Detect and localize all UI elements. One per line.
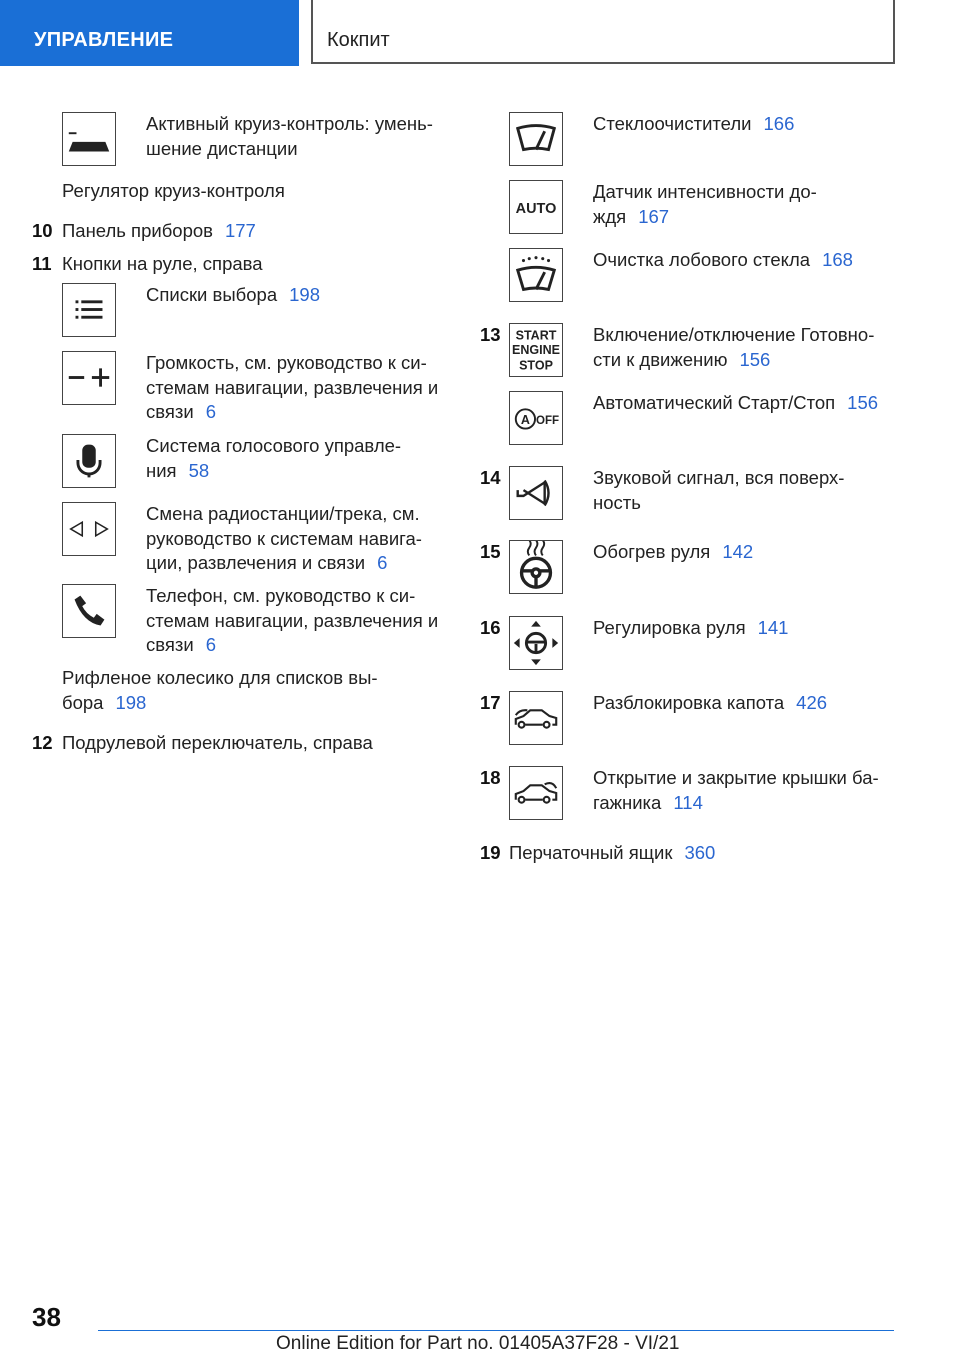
- start-label: START: [515, 328, 557, 343]
- item-label: бора: [62, 691, 104, 713]
- chapter-title-box: [311, 0, 895, 64]
- text-line: Громкость, см. руководство к си-: [146, 352, 427, 373]
- text-line: Телефон, см. руководство к си-: [146, 585, 416, 606]
- text-line: [593, 205, 817, 230]
- item-17-text: [593, 691, 827, 716]
- off-label: OFF: [536, 414, 560, 427]
- horn-icon: [509, 466, 563, 520]
- page-ref-link[interactable]: 141: [757, 617, 789, 638]
- page-ref-link[interactable]: 6: [205, 401, 217, 422]
- text-line: [593, 791, 879, 816]
- item-19-text: [509, 841, 715, 866]
- item-number-10: 10: [32, 220, 53, 241]
- item-number-14: 14: [480, 467, 501, 488]
- item-label: гажника: [593, 791, 662, 813]
- item-16-text: [593, 616, 788, 641]
- text-line: Рифленое колесико для списков вы-: [62, 667, 378, 688]
- section-label: УПРАВЛЕНИЕ: [34, 29, 174, 51]
- volume-minus-plus-icon: [62, 351, 116, 405]
- page-ref-link[interactable]: 168: [822, 249, 853, 270]
- item-label: связи: [146, 401, 194, 422]
- text-line: [146, 400, 438, 425]
- item-number-18: 18: [480, 767, 501, 788]
- text-line: Смена радиостанции/трека, см.: [146, 503, 420, 524]
- section-tab[interactable]: [0, 0, 299, 66]
- item-label: сти к движению: [593, 348, 728, 370]
- item-number-15: 15: [480, 541, 501, 562]
- auto-start-stop-text: [593, 391, 878, 416]
- text-line: Звуковой сигнал, вся поверх-: [593, 467, 845, 488]
- item-number-16: 16: [480, 617, 501, 638]
- item-12-text: Подрулевой переключатель, справа: [62, 732, 373, 753]
- item-number-13: 13: [480, 324, 501, 345]
- trunk-lid-icon: [509, 766, 563, 820]
- text-line: Включение/отключение Готовно-: [593, 324, 875, 345]
- page-ref-link[interactable]: 198: [289, 284, 320, 305]
- page-ref-link[interactable]: 156: [739, 348, 771, 370]
- rain-sensor-text: [593, 180, 817, 229]
- page-ref-link[interactable]: 167: [638, 205, 670, 227]
- start-engine-stop-icon: [509, 323, 563, 377]
- windshield-cleaning-text: [593, 248, 853, 273]
- hood-release-icon: [509, 691, 563, 745]
- selection-lists-text: [146, 283, 320, 308]
- page-ref-link[interactable]: 177: [224, 220, 256, 241]
- item-13-text: [593, 323, 874, 372]
- item-label: Очистка лобового стекла: [593, 249, 811, 270]
- text-line: стемам навигации, развлечения и: [146, 376, 439, 398]
- svg-text:A: A: [520, 412, 530, 427]
- text-line: стемам навигации, развлечения и: [146, 609, 439, 631]
- page-ref-link[interactable]: 6: [377, 552, 388, 573]
- chapter-title: Кокпит: [327, 29, 390, 51]
- voice-text: [146, 434, 401, 483]
- text-line: руководство к системам навига-: [146, 527, 422, 549]
- item-18-text: [593, 766, 879, 815]
- acc-distance-decrease-text: [146, 112, 433, 161]
- item-label: ждя: [593, 205, 627, 227]
- wiper-icon: [509, 112, 563, 166]
- page-ref-link[interactable]: 166: [763, 113, 795, 134]
- acc-distance-decrease-icon: [62, 112, 116, 166]
- auto-start-stop-off-icon: [509, 391, 563, 445]
- prev-next-icon: [62, 502, 116, 556]
- washer-icon: [509, 248, 563, 302]
- item-label: Перчаточный ящик: [509, 842, 673, 863]
- text-line: [146, 633, 438, 658]
- stop-label: STOP: [519, 358, 553, 373]
- page-ref-link[interactable]: 426: [796, 692, 828, 713]
- item-10-text: [62, 219, 256, 244]
- item-11-text: Кнопки на руле, справа: [62, 253, 263, 274]
- item-14-text: [593, 466, 844, 515]
- text-line: Открытие и закрытие крышки ба-: [593, 767, 879, 788]
- text-line: Датчик интенсивности до-: [593, 181, 817, 202]
- item-label: Списки выбора: [146, 284, 278, 305]
- item-number-17: 17: [480, 692, 501, 713]
- page-ref-link[interactable]: 6: [205, 634, 217, 655]
- item-label: связи: [146, 634, 194, 655]
- volume-text: [146, 351, 438, 425]
- text-line: Активный круиз-контроль: умень-: [146, 113, 433, 134]
- page-ref-link[interactable]: 360: [684, 842, 716, 863]
- engine-label: ENGINE: [512, 342, 560, 357]
- page-number: 38: [32, 1302, 61, 1332]
- page-ref-link[interactable]: 198: [115, 691, 147, 713]
- phone-icon: [62, 584, 116, 638]
- item-label: Разблокировка капота: [593, 692, 785, 713]
- phone-text: [146, 584, 438, 658]
- text-line: Система голосового управле-: [146, 435, 402, 456]
- text-line: шение дистанции: [146, 137, 298, 159]
- text-line: [146, 551, 422, 576]
- item-label: ции, развлечения и связи: [146, 552, 366, 573]
- item-label: Регулировка руля: [593, 617, 746, 638]
- auto-rain-sensor-icon: [509, 180, 563, 234]
- footer-edition: Online Edition for Part no. 01405A37F28 - VI/21: [276, 1333, 680, 1354]
- microphone-icon: [62, 434, 116, 488]
- text-line: [62, 691, 378, 716]
- item-label: Автоматический Старт/Стоп: [593, 392, 836, 413]
- knurled-wheel-text: [62, 666, 378, 715]
- page-ref-link[interactable]: 142: [722, 541, 754, 562]
- item-label: ния: [146, 459, 177, 481]
- item-label: Обогрев руля: [593, 541, 711, 562]
- steering-wheel-heating-icon: [509, 540, 563, 594]
- station-change-text: [146, 502, 422, 576]
- item-number-19: 19: [480, 842, 501, 863]
- item-number-11: 11: [32, 253, 52, 274]
- item-label: Панель приборов: [62, 220, 213, 241]
- auto-label: AUTO: [515, 200, 557, 217]
- wipers-text: [593, 112, 794, 137]
- item-15-text: [593, 540, 753, 565]
- item-label: Стеклоочистители: [593, 113, 752, 134]
- page-ref-link[interactable]: 114: [673, 791, 703, 813]
- page-ref-link[interactable]: 156: [847, 392, 879, 413]
- text-line: ность: [593, 491, 641, 513]
- footer-divider: [98, 1330, 894, 1331]
- cruise-regulator-text: Регулятор круиз-контроля: [62, 180, 285, 201]
- text-line: [146, 459, 401, 484]
- text-line: [593, 348, 874, 373]
- page-ref-link[interactable]: 58: [188, 459, 210, 481]
- steering-adjust-icon: [509, 616, 563, 670]
- item-number-12: 12: [32, 732, 53, 753]
- list-icon: [62, 283, 116, 337]
